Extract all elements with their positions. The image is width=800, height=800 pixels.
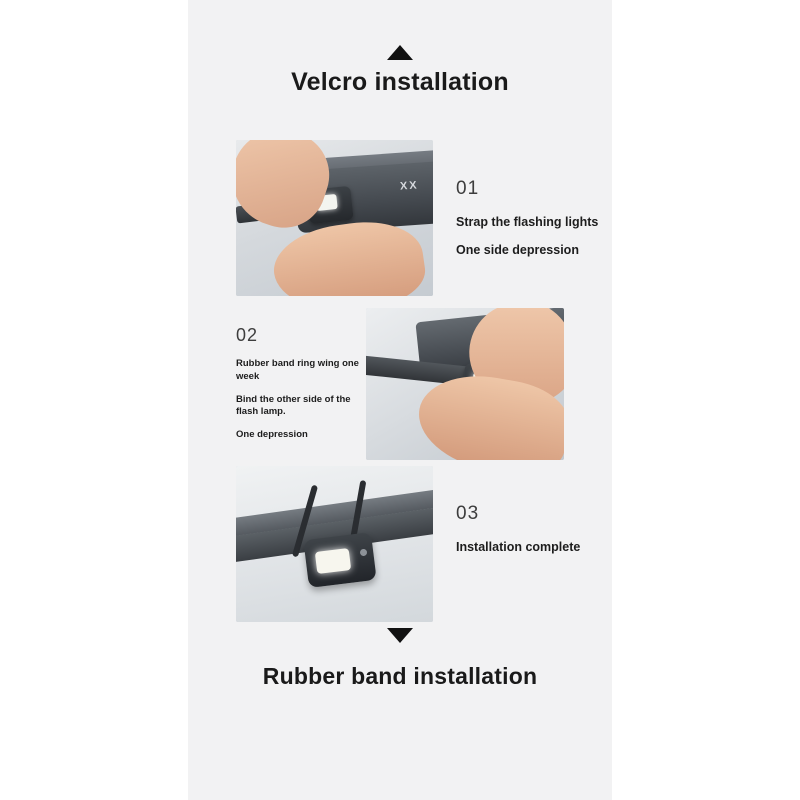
page-title-top: Velcro installation — [291, 68, 509, 96]
triangle-down-icon — [387, 628, 413, 643]
triangle-up-icon — [387, 45, 413, 60]
step-01-photo: XX — [236, 140, 433, 296]
step-02-line-3: One depression — [236, 429, 308, 441]
step-01-number: 01 — [456, 178, 480, 199]
step-02-line-1: Rubber band ring wing one week — [236, 358, 359, 382]
step-03-caption — [456, 503, 606, 567]
step-01-line-2: One side depression — [456, 242, 579, 257]
step-01-line-1: Strap the flashing lights — [456, 215, 599, 229]
step-02-number: 02 — [236, 325, 259, 345]
step-01-caption — [456, 178, 606, 270]
step-03-photo — [236, 466, 433, 622]
step-02-caption — [236, 325, 362, 452]
page-title-bottom: Rubber band installation — [262, 663, 538, 689]
step-02-line-2: Bind the other side of the flash lamp. — [236, 393, 351, 418]
step-02-photo — [366, 308, 564, 460]
instruction-panel — [188, 0, 612, 800]
step-03-line-1: Installation complete — [456, 540, 581, 554]
step-03-number: 03 — [456, 503, 480, 524]
